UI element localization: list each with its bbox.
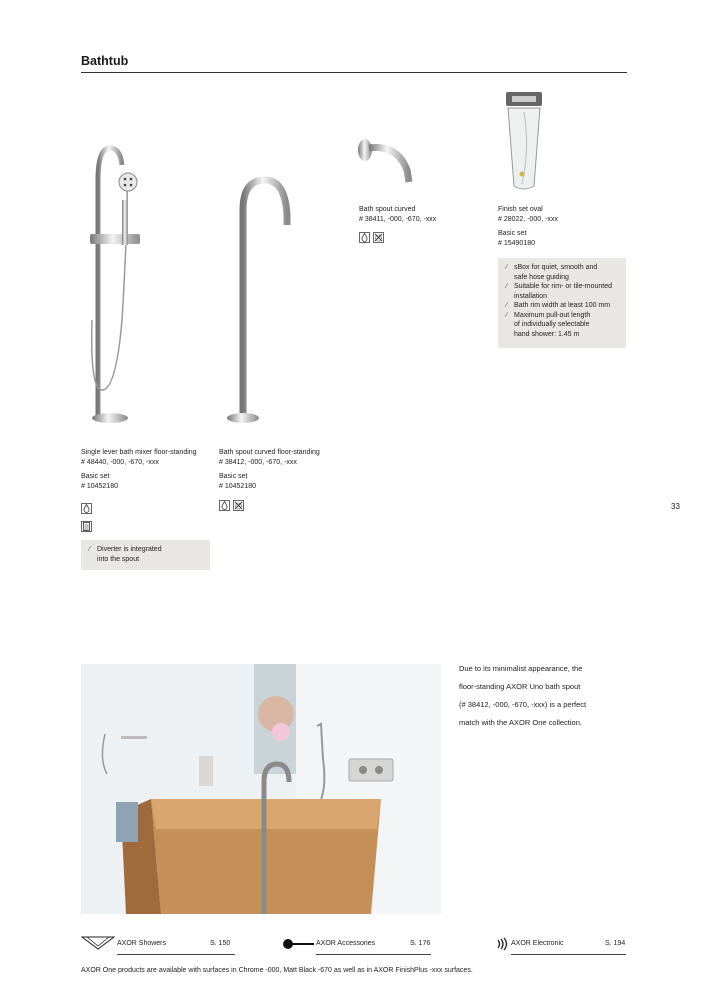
side-text-line: floor-standing AXOR Uno bath spout: [459, 682, 581, 691]
product-icons-wall-spout: [359, 232, 387, 243]
note-box-finish-set: [498, 258, 626, 348]
product-code: # 48440, -000, -670, -xxx: [81, 458, 159, 466]
product-caption-finish-set: [498, 205, 628, 248]
footer-rule: [511, 954, 626, 955]
product-caption-mixer: [81, 448, 216, 491]
basic-set-label: Basic set: [498, 230, 527, 237]
footer-note: AXOR One products are available with surfaces in Chrome -000, Matt Black -670 as well as in AXOR FinishPlus -xxx surfaces.: [81, 967, 473, 974]
note-item: ⁄ Suitable for rim- or tile-mounted installation: [506, 282, 620, 301]
curved-floor-spout-image: [215, 170, 295, 430]
footer-link-showers[interactable]: AXOR Showers: [117, 940, 167, 947]
footer-rule: [117, 954, 235, 955]
product-name: Single lever bath mixer floor-standing: [81, 449, 197, 456]
water-drop-icon: [81, 503, 92, 514]
shower-panel-icon: [81, 521, 92, 532]
product-name: Finish set oval: [498, 206, 543, 213]
product-icons-floor-spout: [219, 500, 247, 511]
product-code: # 28022, -000, -xxx: [498, 215, 558, 223]
accessories-logo-icon: [282, 938, 314, 950]
electronic-logo-icon: [496, 937, 508, 951]
note-box-mixer: [81, 540, 210, 570]
footer-page-showers: S. 150: [210, 940, 231, 947]
side-text-line: Due to its minimalist appearance, the: [459, 664, 583, 673]
note-item: ⁄ sBox for quiet, smooth and safe hose guiding: [506, 263, 620, 282]
product-caption-wall-spout: [359, 205, 489, 224]
water-drop-icon: [359, 232, 370, 243]
product-caption-floor-spout: [219, 448, 354, 491]
basic-set-code: # 10452180: [219, 482, 256, 490]
no-aerator-icon: [233, 500, 244, 511]
note-item: ⁄ Diverter is integrated into the spout: [89, 545, 204, 564]
bathroom-photo: [81, 664, 441, 914]
side-text-line: (# 38412, -000, -670, -xxx) is a perfect: [459, 700, 587, 709]
footer-link-accessories[interactable]: AXOR Accessories: [316, 940, 376, 947]
side-description: [459, 660, 619, 732]
section-title: Bathtub: [81, 54, 129, 68]
shower-logo-icon: [81, 936, 115, 950]
page-number: 33: [671, 502, 680, 511]
product-name: Bath spout curved floor-standing: [219, 449, 320, 456]
product-icons-mixer: [81, 500, 95, 518]
note-item: ⁄ Maximum pull-out length of individually selectable hand shower: 1.45 m: [506, 311, 620, 340]
product-code: # 38411, -000, -670, -xxx: [359, 215, 437, 223]
no-aerator-icon: [373, 232, 384, 243]
footer-link-electronic[interactable]: AXOR Electronic: [511, 940, 564, 947]
basic-set-label: Basic set: [219, 473, 248, 480]
product-icons-mixer-2: [81, 518, 95, 536]
footer-page-electronic: S. 194: [605, 940, 626, 947]
note-item: ⁄ Bath rim width at least 100 mm: [506, 301, 620, 311]
floor-mixer-image: [80, 140, 150, 430]
finish-set-image: [498, 88, 548, 193]
product-code: # 38412, -000, -670, -xxx: [219, 458, 297, 466]
basic-set-label: Basic set: [81, 473, 110, 480]
side-text-line: match with the AXOR One collection.: [459, 718, 582, 727]
wall-spout-image: [352, 130, 422, 190]
section-rule: [81, 72, 627, 73]
water-drop-icon: [219, 500, 230, 511]
basic-set-code: # 15490180: [498, 239, 535, 247]
footer-page-accessories: S. 176: [410, 940, 431, 947]
product-name: Bath spout curved: [359, 206, 416, 213]
basic-set-code: # 10452180: [81, 482, 118, 490]
footer-rule: [316, 954, 431, 955]
